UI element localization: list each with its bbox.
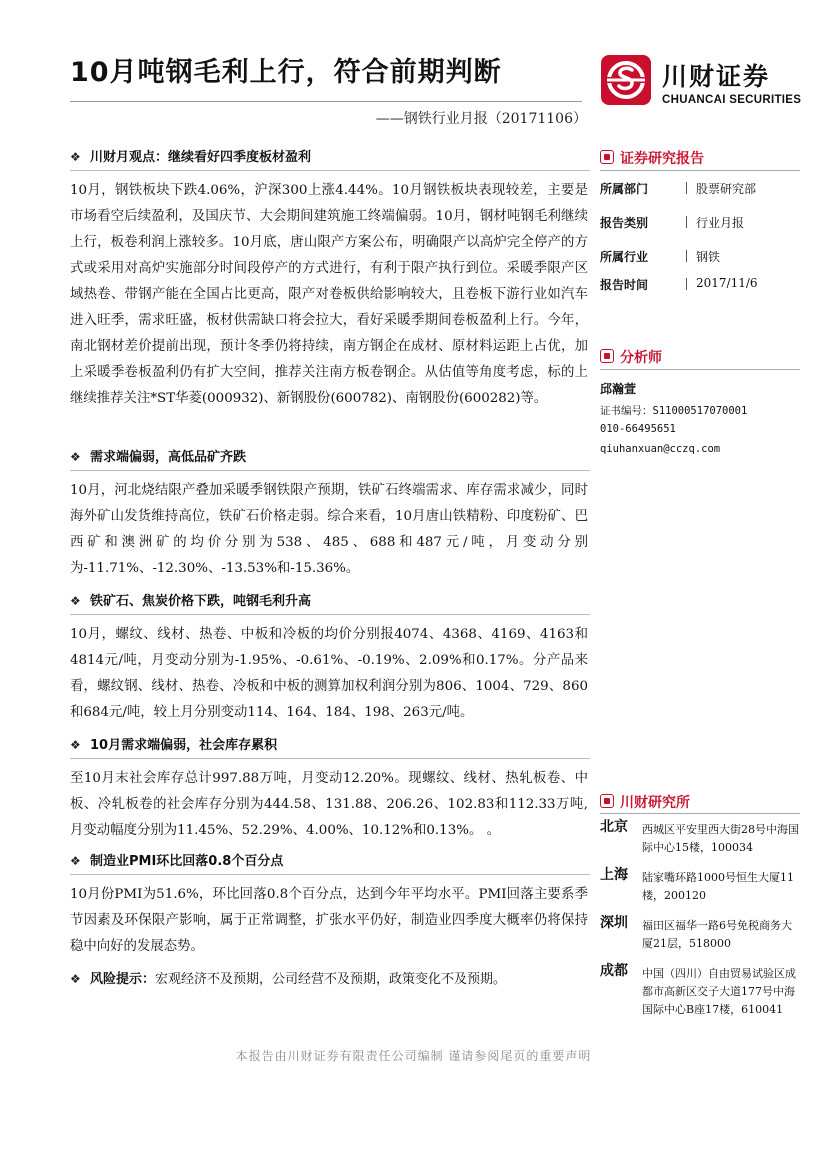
- analyst-cert: 证书编号：S1100051707000​1: [600, 405, 748, 417]
- office-address: 福田区福华一路6号免税商务大厦21层，518000: [642, 919, 792, 950]
- section-body: 10月份PMI为51.6%，环比回落0.8个百分点，达到今年平均水平。PMI回落主要系季节因素及环保限产影响，属于正常调整，扩张水平仍好，制造业四季度大概率仍将保持稳中向好的发展态势。: [70, 887, 588, 954]
- logo-english-name: CHUANCAI SECURITIES: [662, 94, 802, 106]
- meta-row-department: 所属部门 股票研究部: [600, 182, 757, 196]
- diamond-bullet-icon: ❖: [70, 594, 81, 608]
- section-heading: ❖ 川财月观点：继续看好四季度板材盈利: [70, 146, 311, 168]
- title-divider: [70, 101, 582, 102]
- section-body: 10月，河北烧结限产叠加采暖季钢铁限产预期，铁矿石终端需求、库存需求减少，同时海外矿山发货维持高位，铁矿石价格走弱。综合来看，10月唐山铁精粉、印度粉矿、巴西矿和澳洲矿的均价分别为538、485、688和487元/吨，月变动分别为-11.71%、-12.30%、-13.53%和-15.36%。: [70, 483, 588, 576]
- sidebar-report-heading: 证券研究报告: [600, 148, 704, 168]
- section-body: 至10月末社会库存总计997.88万吨，月变动12.20%。现螺纹、线材、热轧板卷、中板、冷轧板卷的社会库存分别为444.58、131.88、206.26、102.83和112.33万吨,月变动幅度分别为11.45%、52.29%、4.00%、10.12%和0.13%。 。: [70, 771, 588, 838]
- section-divider: [70, 470, 590, 471]
- office-city: 成都: [600, 963, 628, 979]
- sidebar-analyst-heading: 分析师: [600, 347, 662, 367]
- square-bullet-icon: [600, 794, 614, 808]
- office-city: 北京: [600, 819, 628, 835]
- diamond-bullet-icon: ❖: [70, 738, 81, 752]
- office-address: 中国（四川）自由贸易试验区成都市高新区交子大道177号中海国际中心B座17楼，610041: [642, 967, 796, 1016]
- analyst-email[interactable]: qiuhanxuan@cczq.com: [600, 443, 721, 455]
- section-heading: ❖ 铁矿石、焦炭价格下跌，吨钢毛利升高: [70, 590, 311, 612]
- section-divider: [70, 874, 590, 875]
- diamond-bullet-icon: ❖: [70, 450, 81, 464]
- risk-warning: ❖ 风险提示：宏观经济不及预期，公司经营不及预期，政策变化不及预期。: [70, 968, 506, 990]
- office-city: 深圳: [600, 915, 628, 931]
- section-heading: ❖ 需求端偏弱，高低品矿齐跌: [70, 446, 246, 468]
- section-heading: ❖ 10月需求端偏弱，社会库存累积: [70, 734, 277, 756]
- sidebar-divider: [600, 813, 800, 814]
- page-footer: 本报告由川财证券有限责任公司编制 谨请参阅尾页的重要声明: [235, 1049, 592, 1063]
- section-divider: [70, 170, 590, 171]
- diamond-bullet-icon: ❖: [70, 854, 81, 868]
- meta-row-date: 报告时间 2017/11/6: [600, 276, 758, 292]
- square-bullet-icon: [600, 150, 614, 164]
- sidebar-institute-heading: 川财研究所: [600, 792, 690, 812]
- analyst-name: 邱瀚萱: [600, 382, 637, 396]
- report-subtitle: ——钢铁行业月报（20171106）: [375, 111, 587, 127]
- section-divider: [70, 614, 590, 615]
- section-divider: [70, 758, 590, 759]
- meta-row-category: 报告类别 行业月报: [600, 216, 745, 230]
- analyst-phone: 010-66495651: [600, 423, 676, 435]
- chuancai-logo-icon: [601, 55, 651, 105]
- office-address: 西城区平安里西大街28号中海国际中心15楼，100034: [642, 823, 799, 854]
- office-city: 上海: [600, 867, 628, 883]
- section-body: 10月，钢铁板块下跌4.06%，沪深300上涨4.44%。10月钢铁板块表现较差，主要是市场看空后续盈利，及国庆节、大会期间建筑施工终端偏弱。10月，钢材吨钢毛利继续上行，板卷利润上涨较多。10月底，唐山限产方案公布，明确限产以高炉完全停产的方式或采用对高炉实施部分时间段停产的方式进行，有利于限产执行到位。采暖季限产区域热卷、带钢产能在全国占比更高，限产对卷板供给影响较大，且卷板下游行业如汽车进入旺季，需求旺盛，板材供需缺口将会拉大，看好采暖季期间卷板盈利上行。今年，南北钢材差价提前出现，预计冬季仍将持续，南方钢企在成材、原材料运距上占优，加上采暖季卷板盈利仍有扩大空间，推荐关注南方板卷钢企。从估值等角度考虑，标的上继续推荐关注*ST华菱(000932)、新钢股份(600782)、南钢股份(600282)等。: [70, 183, 588, 406]
- office-address: 陆家嘴环路1000号恒生大厦11楼，200120: [642, 871, 794, 902]
- report-title: 10月吨钢毛利上行，符合前期判断: [70, 57, 502, 88]
- sidebar-divider: [600, 170, 800, 171]
- sidebar-divider: [600, 369, 800, 370]
- section-heading: ❖ 制造业PMI环比回落0.8个百分点: [70, 850, 283, 872]
- diamond-bullet-icon: ❖: [70, 972, 81, 986]
- meta-row-industry: 所属行业 钢铁: [600, 250, 721, 264]
- section-body: 10月，螺纹、线材、热卷、中板和冷板的均价分别报4074、4368、4169、4163和4814元/吨，月变动分别为-1.95%、-0.61%、-0.19%、2.09%和0.17%。分产品来看，螺纹钢、线材、热卷、冷板和中板的测算加权利润分别为806、1004、729、860和684元/吨，较上月分别变动114、164、184、198、263元/吨。: [70, 627, 588, 720]
- logo-chinese-name: 川财证券: [662, 62, 771, 91]
- diamond-bullet-icon: ❖: [70, 150, 81, 164]
- square-bullet-icon: [600, 349, 614, 363]
